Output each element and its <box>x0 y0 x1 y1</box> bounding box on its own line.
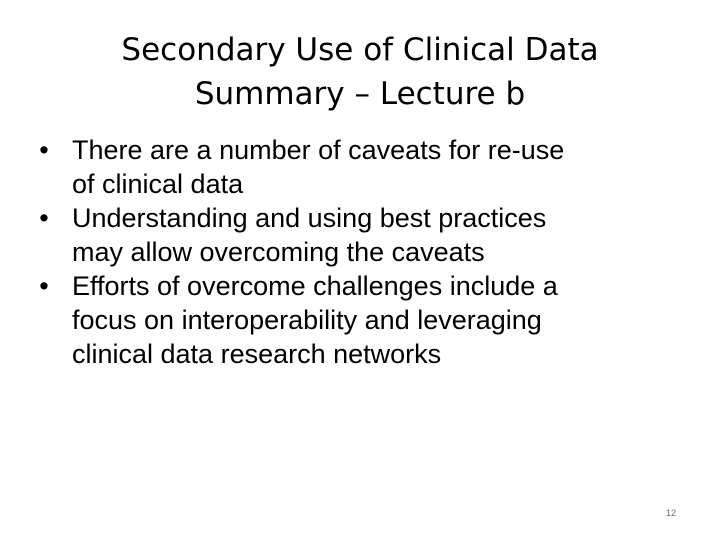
bullet-list <box>34 133 694 371</box>
bullet-text-line: There are a number of caveats for re-use <box>72 135 565 165</box>
slide-title <box>60 28 660 116</box>
bullet-text-line: clinical data research networks <box>72 339 442 369</box>
bullet-text-line: of clinical data <box>72 169 244 199</box>
bullet-item <box>34 269 694 371</box>
bullet-text-line: may allow overcoming the caveats <box>72 237 485 267</box>
bullet-text-line: Understanding and using best practices <box>72 203 547 233</box>
slide-title-line: Secondary Use of Clinical Data <box>121 32 599 68</box>
bullet-item <box>34 133 694 201</box>
page-number: 12 <box>665 508 676 518</box>
bullet-icon: • <box>39 271 49 301</box>
bullet-item <box>34 201 694 269</box>
bullet-text-line: Efforts of overcome challenges include a <box>72 271 558 301</box>
slide-title-line: Summary – Lecture b <box>194 76 526 112</box>
bullet-icon: • <box>39 203 49 233</box>
bullet-icon: • <box>39 135 49 165</box>
bullet-text-line: focus on interoperability and leveraging <box>72 305 542 335</box>
